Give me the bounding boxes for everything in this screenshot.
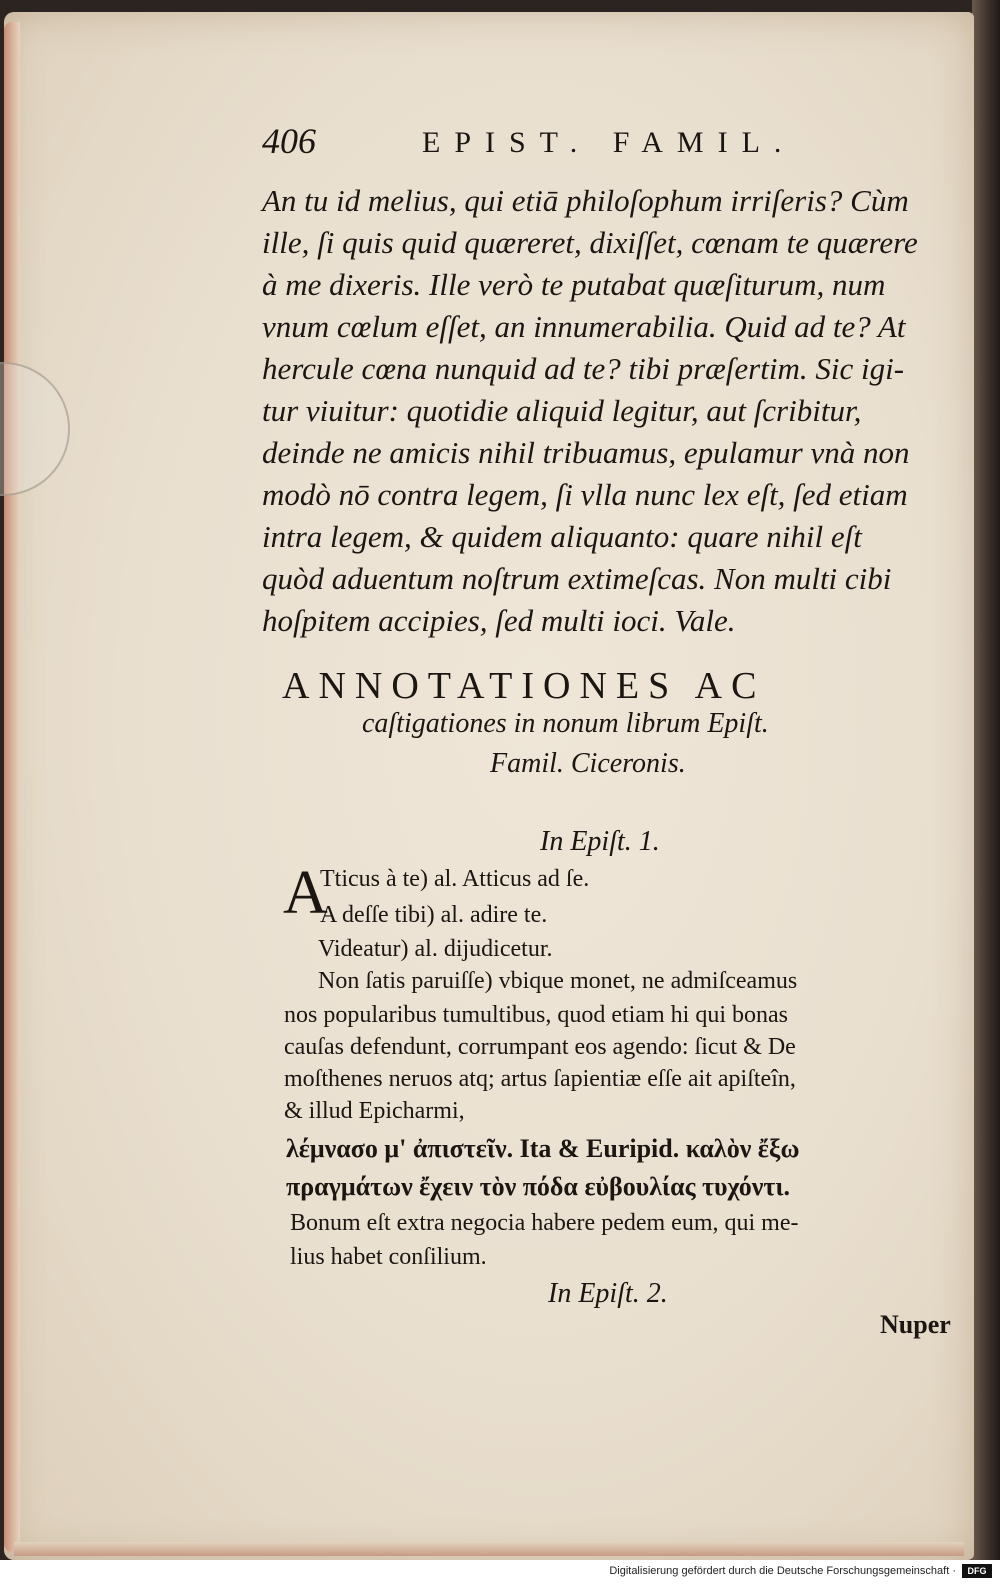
letter-body xyxy=(262,180,942,642)
letter-line: intra legem, & quidem aliquanto: quare nihil eſt xyxy=(262,519,862,554)
dfg-logo: DFG xyxy=(962,1564,992,1578)
note-line: & illud Epicharmi, xyxy=(284,1098,465,1124)
note-line: moſthenes neruos atq; artus ſapientiæ eſſe ait apiſteîn, xyxy=(284,1066,796,1092)
letter-line: hercule cœna nunquid ad te? tibi præſertim. Sic igi- xyxy=(262,351,905,386)
greek-quote-line: λέμνασο μ' ἀπιστεῖν. Ita & Euripid. καλὸν ἔξω xyxy=(286,1134,800,1163)
letter-line: quòd aduentum noſtrum extimeſcas. Non multi cibi xyxy=(262,561,892,596)
note-line: Videatur) al. dijudicetur. xyxy=(318,936,553,962)
note-line: Bonum eſt extra negocia habere pedem eum, qui me- xyxy=(290,1210,799,1236)
page-header xyxy=(262,120,822,168)
running-head: EPIST. FAMIL. xyxy=(422,126,796,159)
letter-line: ille, ſi quis quid quæreret, dixiſſet, cœnam te quærere xyxy=(262,225,918,260)
annotations-subtitle-2: Famil. Ciceronis. xyxy=(490,748,686,779)
note-line: cauſas defendunt, corrumpant eos agendo: ſicut & De xyxy=(284,1034,796,1060)
letter-line: vnum cœlum eſſet, an innumerabilia. Quid ad te? At xyxy=(262,309,906,344)
letter-line: An tu id melius, qui etiā philoſophum irriſeris? Cùm xyxy=(262,183,909,218)
epist-1-heading: In Epiſt. 1. xyxy=(540,826,660,857)
note-line: A deſſe tibi) al. adire te. xyxy=(320,902,548,928)
note-line: nos popularibus tumultibus, quod etiam hi qui bonas xyxy=(284,1002,788,1028)
letter-line: tur viuitur: quotidie aliquid legitur, aut ſcribitur, xyxy=(262,393,862,428)
book-binding xyxy=(972,0,1000,1584)
footer-credit: Digitalisierung gefördert durch die Deutsche Forschungsgemeinschaft · xyxy=(609,1565,956,1577)
letter-line: modò nō contra legem, ſi vlla nunc lex eſt, ſed etiam xyxy=(262,477,908,512)
catchword: Nuper xyxy=(880,1310,951,1339)
page-edge-left xyxy=(4,22,20,1552)
annotations-title: ANNOTATIONES AC xyxy=(282,665,766,707)
note-line: lius habet conſilium. xyxy=(290,1244,487,1270)
annotations-subtitle-1: caſtigationes in nonum librum Epiſt. xyxy=(362,708,769,739)
note-line: Non ſatis paruiſſe) vbique monet, ne admiſceamus xyxy=(318,968,798,994)
letter-line: deinde ne amicis nihil tribuamus, epulamur vnà non xyxy=(262,435,910,470)
page-edge-bottom xyxy=(14,1542,964,1556)
letter-line: à me dixeris. Ille verò te putabat quæſiturum, num xyxy=(262,267,886,302)
page-number: 406 xyxy=(262,121,316,161)
letter-line: hoſpitem accipies, ſed multi ioci. Vale. xyxy=(262,603,736,638)
drop-cap: A xyxy=(283,859,328,927)
epist-2-heading: In Epiſt. 2. xyxy=(548,1278,668,1309)
greek-quote-line: πραγμάτων ἔχειν τὸν πόδα εὐβουλίας τυχόντι. xyxy=(286,1172,790,1201)
note-line: Tticus à te) al. Atticus ad ſe. xyxy=(320,866,590,892)
